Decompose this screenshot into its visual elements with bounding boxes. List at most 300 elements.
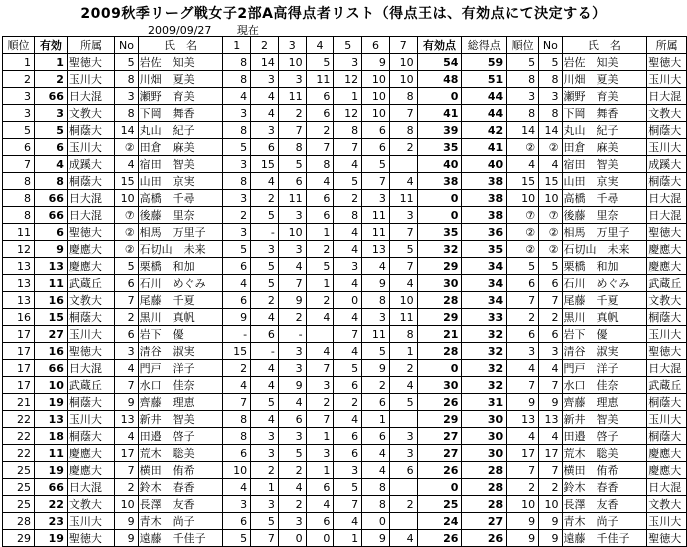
table-cell: 7 (3, 156, 35, 173)
table-cell: 35 (462, 241, 507, 258)
table-cell: 10 (223, 462, 251, 479)
table-row (3, 326, 687, 343)
table-cell: 6 (362, 394, 390, 411)
table-row (3, 394, 687, 411)
table-cell: 玉川大 (647, 326, 687, 343)
table-cell: 14 (539, 122, 562, 139)
table-cell: 4 (539, 156, 562, 173)
table-cell: 6 (278, 411, 306, 428)
table-cell: 34 (462, 275, 507, 292)
table-cell: 29 (417, 309, 462, 326)
table-cell: 桐蔭大 (67, 122, 114, 139)
table-cell: 6 (115, 275, 138, 292)
table-cell: 3 (251, 71, 279, 88)
table-cell: 22 (35, 496, 68, 513)
table-cell: 54 (417, 54, 462, 71)
table-cell: 3 (223, 224, 251, 241)
table-cell: 28 (462, 479, 507, 496)
table-cell: 4 (507, 428, 539, 445)
table-cell: 3 (278, 343, 306, 360)
table-row (3, 173, 687, 190)
table-cell: 3 (223, 496, 251, 513)
table-cell: 5 (115, 258, 138, 275)
page-title: 2009秋季リーグ戦女子2部A高得点者リスト（得点王は、有効点にて決定する） (80, 6, 607, 22)
table-cell: 7 (362, 173, 390, 190)
table-cell: 2 (251, 292, 279, 309)
table-cell: 9 (539, 394, 562, 411)
table-cell: 19 (35, 530, 68, 547)
table-cell: 桐蔭大 (647, 309, 687, 326)
table-cell: 6 (223, 292, 251, 309)
table-cell: 3 (3, 88, 35, 105)
table-cell: 8 (507, 105, 539, 122)
table-cell: 38 (417, 173, 462, 190)
table-cell: 鈴木 春香 (562, 479, 647, 496)
table-cell: 日大混 (67, 88, 114, 105)
table-cell: 栗橋 和加 (562, 258, 647, 275)
table-cell: 32 (462, 377, 507, 394)
table-cell: 15 (223, 343, 251, 360)
table-cell: 3 (251, 241, 279, 258)
table-cell: 7 (334, 139, 362, 156)
report-date: 2009/09/27 (148, 24, 212, 37)
table-cell: 17 (3, 343, 35, 360)
table-cell: 13 (3, 292, 35, 309)
table-cell: 長澤 友香 (138, 496, 223, 513)
table-cell: 7 (507, 292, 539, 309)
table-cell: 2 (362, 377, 390, 394)
table-cell: 24 (417, 513, 462, 530)
table-cell: 13 (3, 275, 35, 292)
table-cell: 11 (35, 275, 68, 292)
table-cell: 32 (462, 343, 507, 360)
table-cell: 桐蔭大 (67, 309, 114, 326)
table-cell: 2 (278, 105, 306, 122)
table-cell: 5 (507, 258, 539, 275)
table-cell: 4 (115, 360, 138, 377)
table-cell: 6 (389, 462, 417, 479)
table-cell: 川畑 夏美 (138, 71, 223, 88)
table-cell: 新井 智美 (562, 411, 647, 428)
table-cell: 11 (278, 88, 306, 105)
table-cell: 4 (278, 258, 306, 275)
table-cell: 聖徳大 (647, 224, 687, 241)
table-cell: 32 (462, 326, 507, 343)
table-cell: 遠藤 千佳子 (562, 530, 647, 547)
table-cell: 8 (389, 122, 417, 139)
table-body (3, 54, 687, 547)
table-cell: 22 (3, 411, 35, 428)
table-cell: 5 (539, 54, 562, 71)
table-cell: 日大混 (67, 360, 114, 377)
table-cell: 10 (507, 496, 539, 513)
table-cell: 9 (223, 309, 251, 326)
table-cell: 2 (389, 496, 417, 513)
table-cell: 3 (278, 360, 306, 377)
table-cell: 29 (417, 411, 462, 428)
table-cell: 4 (334, 156, 362, 173)
table-cell: 38 (462, 190, 507, 207)
table-cell: 水口 佳奈 (562, 377, 647, 394)
table-cell: 4 (362, 258, 390, 275)
table-cell: 1 (35, 54, 68, 71)
table-cell (389, 156, 417, 173)
table-cell: 30 (462, 428, 507, 445)
table-cell: 0 (278, 530, 306, 547)
table-cell: 石切山 未来 (562, 241, 647, 258)
table-cell: 1 (389, 343, 417, 360)
table-cell: 14 (507, 122, 539, 139)
table-cell: 慶應大 (67, 241, 114, 258)
table-cell: 玉川大 (67, 71, 114, 88)
table-cell: 5 (334, 479, 362, 496)
table-row (3, 292, 687, 309)
table-cell: 13 (35, 258, 68, 275)
table-cell: 6 (223, 258, 251, 275)
table-cell: 7 (306, 360, 334, 377)
table-cell: 27 (417, 428, 462, 445)
table-cell: ⑦ (539, 207, 562, 224)
table-cell: 9 (278, 377, 306, 394)
table-cell: ② (115, 224, 138, 241)
table-cell: 8 (362, 479, 390, 496)
table-cell: 慶應大 (67, 462, 114, 479)
scorer-table (2, 36, 687, 547)
table-cell: 玉川大 (67, 326, 114, 343)
table-row (3, 54, 687, 71)
table-cell: 高橋 千尋 (562, 190, 647, 207)
table-cell: 4 (334, 224, 362, 241)
table-row (3, 360, 687, 377)
table-cell: 慶應大 (647, 445, 687, 462)
table-cell: 5 (389, 394, 417, 411)
table-cell: ⑦ (115, 207, 138, 224)
table-cell: 4 (306, 173, 334, 190)
table-cell: 1 (306, 275, 334, 292)
table-cell: 0 (306, 530, 334, 547)
table-cell: 3 (306, 377, 334, 394)
table-cell: 9 (507, 513, 539, 530)
table-cell: 玉川大 (67, 411, 114, 428)
table-row (3, 411, 687, 428)
table-cell: 聖徳大 (647, 530, 687, 547)
as-of-label: 現在 (236, 24, 259, 37)
table-cell: 3 (539, 88, 562, 105)
table-cell: 川畑 夏美 (562, 71, 647, 88)
table-cell: 11 (389, 190, 417, 207)
table-cell: 26 (417, 530, 462, 547)
table-cell: 7 (306, 411, 334, 428)
table-cell: 10 (115, 496, 138, 513)
table-cell: 齊藤 理恵 (562, 394, 647, 411)
table-cell: 2 (306, 241, 334, 258)
table-cell: 30 (417, 275, 462, 292)
table-cell: 30 (462, 445, 507, 462)
table-cell: 10 (539, 496, 562, 513)
table-cell: 6 (115, 326, 138, 343)
table-cell: 11 (362, 224, 390, 241)
table-cell: 9 (278, 292, 306, 309)
col-header: 所属 (67, 37, 114, 54)
table-cell: 11 (389, 309, 417, 326)
table-row (3, 122, 687, 139)
table-cell: 武蔵丘 (647, 275, 687, 292)
table-cell: 0 (417, 88, 462, 105)
table-cell: 66 (35, 207, 68, 224)
table-row (3, 462, 687, 479)
table-cell: 2 (278, 496, 306, 513)
table-cell: 32 (462, 360, 507, 377)
table-cell: 4 (223, 275, 251, 292)
table-cell: 田邉 啓子 (562, 428, 647, 445)
col-header: 有効 (35, 37, 68, 54)
table-cell: 8 (539, 105, 562, 122)
table-cell: 28 (417, 343, 462, 360)
table-cell: 2 (306, 122, 334, 139)
table-row (3, 275, 687, 292)
table-cell: 田倉 麻美 (138, 139, 223, 156)
table-cell: 2 (278, 309, 306, 326)
table-cell: 桐蔭大 (647, 394, 687, 411)
table-cell: 2 (334, 190, 362, 207)
table-row (3, 377, 687, 394)
table-cell: 10 (362, 71, 390, 88)
table-cell: 4 (334, 411, 362, 428)
table-cell: 9 (362, 275, 390, 292)
table-cell: 下岡 舞香 (562, 105, 647, 122)
table-cell: 7 (306, 139, 334, 156)
table-cell: 11 (306, 71, 334, 88)
table-cell: 成蹊大 (647, 156, 687, 173)
table-row (3, 513, 687, 530)
table-cell: 3 (3, 105, 35, 122)
table-cell: 齊藤 理恵 (138, 394, 223, 411)
table-cell (389, 513, 417, 530)
table-cell: 66 (35, 88, 68, 105)
table-cell: 4 (115, 156, 138, 173)
table-cell: 41 (462, 139, 507, 156)
col-header: 有効点 (417, 37, 462, 54)
table-row (3, 496, 687, 513)
table-cell: 3 (278, 71, 306, 88)
table-cell: 40 (462, 156, 507, 173)
table-cell: 4 (251, 411, 279, 428)
table-cell: 4 (278, 394, 306, 411)
table-cell: 3 (334, 54, 362, 71)
table-cell: 日大混 (647, 190, 687, 207)
table-cell: 6 (334, 428, 362, 445)
table-row (3, 224, 687, 241)
table-cell: 桐蔭大 (67, 173, 114, 190)
table-cell: 40 (417, 156, 462, 173)
table-cell: 文教大 (647, 105, 687, 122)
table-cell: 日大混 (67, 190, 114, 207)
table-cell: 25 (3, 496, 35, 513)
table-cell: 18 (35, 428, 68, 445)
table-cell: 11 (35, 445, 68, 462)
table-cell: 3 (251, 122, 279, 139)
table-cell: 3 (362, 309, 390, 326)
table-cell: 22 (3, 428, 35, 445)
table-cell: 7 (389, 258, 417, 275)
table-cell: 12 (334, 71, 362, 88)
table-cell: 35 (417, 139, 462, 156)
table-cell: 0 (362, 513, 390, 530)
table-cell: 8 (223, 54, 251, 71)
table-cell: 桐蔭大 (647, 122, 687, 139)
table-cell: 59 (462, 54, 507, 71)
table-cell (389, 479, 417, 496)
table-cell: 丸山 紀子 (562, 122, 647, 139)
table-cell: 7 (539, 462, 562, 479)
table-cell: 2 (251, 462, 279, 479)
table-cell: 9 (362, 360, 390, 377)
table-cell: 0 (334, 292, 362, 309)
table-cell: 尾藤 千夏 (562, 292, 647, 309)
table-cell: 岩佐 知美 (138, 54, 223, 71)
table-cell: 5 (223, 530, 251, 547)
table-cell: 7 (251, 530, 279, 547)
table-cell: 6 (3, 139, 35, 156)
table-cell: 2 (507, 479, 539, 496)
table-cell: 玉川大 (67, 139, 114, 156)
table-cell: 6 (306, 88, 334, 105)
col-header: 6 (362, 37, 390, 54)
table-cell: 17 (3, 326, 35, 343)
table-cell: 5 (251, 275, 279, 292)
table-cell: 武蔵丘 (67, 275, 114, 292)
table-cell: 1 (306, 462, 334, 479)
table-row (3, 258, 687, 275)
table-cell: 4 (334, 513, 362, 530)
table-cell: 4 (306, 343, 334, 360)
table-cell: 8 (223, 411, 251, 428)
table-cell: 武蔵丘 (647, 377, 687, 394)
table-cell: 1 (334, 88, 362, 105)
table-row (3, 88, 687, 105)
table-cell: 23 (35, 513, 68, 530)
table-cell: 11 (362, 207, 390, 224)
table-cell: 3 (507, 343, 539, 360)
table-cell: 6 (306, 105, 334, 122)
table-cell: 6 (362, 122, 390, 139)
table-cell: 25 (3, 479, 35, 496)
table-row (3, 428, 687, 445)
table-cell: 7 (334, 326, 362, 343)
table-cell: 25 (3, 462, 35, 479)
table-cell: 日大混 (647, 207, 687, 224)
table-cell: 尾藤 千夏 (138, 292, 223, 309)
table-cell: 4 (334, 275, 362, 292)
table-cell: 桐蔭大 (67, 428, 114, 445)
table-cell: 3 (115, 88, 138, 105)
table-cell: 66 (35, 190, 68, 207)
table-cell: 5 (3, 122, 35, 139)
table-cell: 0 (417, 360, 462, 377)
table-cell: 6 (334, 377, 362, 394)
table-cell: 6 (306, 207, 334, 224)
col-header: 3 (278, 37, 306, 54)
table-cell: 石切山 未来 (138, 241, 223, 258)
table-cell: 2 (389, 360, 417, 377)
table-cell: ② (115, 241, 138, 258)
table-cell: 横田 侑希 (138, 462, 223, 479)
table-cell: 瀬野 育美 (138, 88, 223, 105)
table-cell: 3 (223, 105, 251, 122)
table-cell: 4 (251, 173, 279, 190)
table-cell: 0 (417, 190, 462, 207)
col-header: 2 (251, 37, 279, 54)
table-cell: 4 (507, 360, 539, 377)
table-cell: 青木 尚子 (562, 513, 647, 530)
table-cell: 6 (251, 139, 279, 156)
table-cell: 文教大 (647, 496, 687, 513)
table-cell: 3 (278, 428, 306, 445)
table-cell: ② (507, 139, 539, 156)
table-cell: 宿田 智美 (138, 156, 223, 173)
table-cell: 4 (251, 360, 279, 377)
table-cell: 2 (278, 462, 306, 479)
table-cell: 28 (462, 496, 507, 513)
table-cell: 2 (389, 139, 417, 156)
table-cell: 日大混 (647, 88, 687, 105)
table-cell: 4 (223, 377, 251, 394)
table-cell: 山田 京実 (562, 173, 647, 190)
table-cell: 13 (507, 411, 539, 428)
table-cell: 5 (223, 139, 251, 156)
col-header: 7 (389, 37, 417, 54)
table-cell: 15 (115, 173, 138, 190)
table-cell: 16 (35, 292, 68, 309)
table-cell: 19 (35, 394, 68, 411)
table-cell: 8 (362, 292, 390, 309)
table-cell: 3 (334, 258, 362, 275)
table-cell: 30 (462, 411, 507, 428)
table-cell: 0 (417, 479, 462, 496)
table-cell: 19 (35, 462, 68, 479)
table-cell: 9 (362, 54, 390, 71)
table-cell: 玉川大 (647, 411, 687, 428)
table-cell: 32 (417, 241, 462, 258)
table-row (3, 343, 687, 360)
table-cell: 3 (251, 496, 279, 513)
table-cell: 6 (362, 428, 390, 445)
table-cell: 1 (3, 54, 35, 71)
table-cell: 清谷 淑実 (138, 343, 223, 360)
table-cell: 相馬 万里子 (562, 224, 647, 241)
table-cell: 10 (389, 292, 417, 309)
table-cell: 22 (3, 445, 35, 462)
table-cell: 2 (539, 479, 562, 496)
col-header: 順位 (507, 37, 539, 54)
table-cell: 8 (115, 71, 138, 88)
table-cell: 38 (462, 207, 507, 224)
table-cell: 5 (278, 445, 306, 462)
table-cell: 13 (35, 411, 68, 428)
table-cell: 8 (507, 71, 539, 88)
table-cell (306, 326, 334, 343)
table-cell: 4 (389, 173, 417, 190)
col-header: 1 (223, 37, 251, 54)
table-cell: 文教大 (67, 292, 114, 309)
table-cell: 4 (278, 479, 306, 496)
col-header: 氏 名 (562, 37, 647, 54)
table-cell: 岩下 優 (138, 326, 223, 343)
table-cell: 4 (223, 479, 251, 496)
table-cell: 7 (278, 122, 306, 139)
table-cell: 5 (115, 54, 138, 71)
table-cell: 聖徳大 (647, 54, 687, 71)
